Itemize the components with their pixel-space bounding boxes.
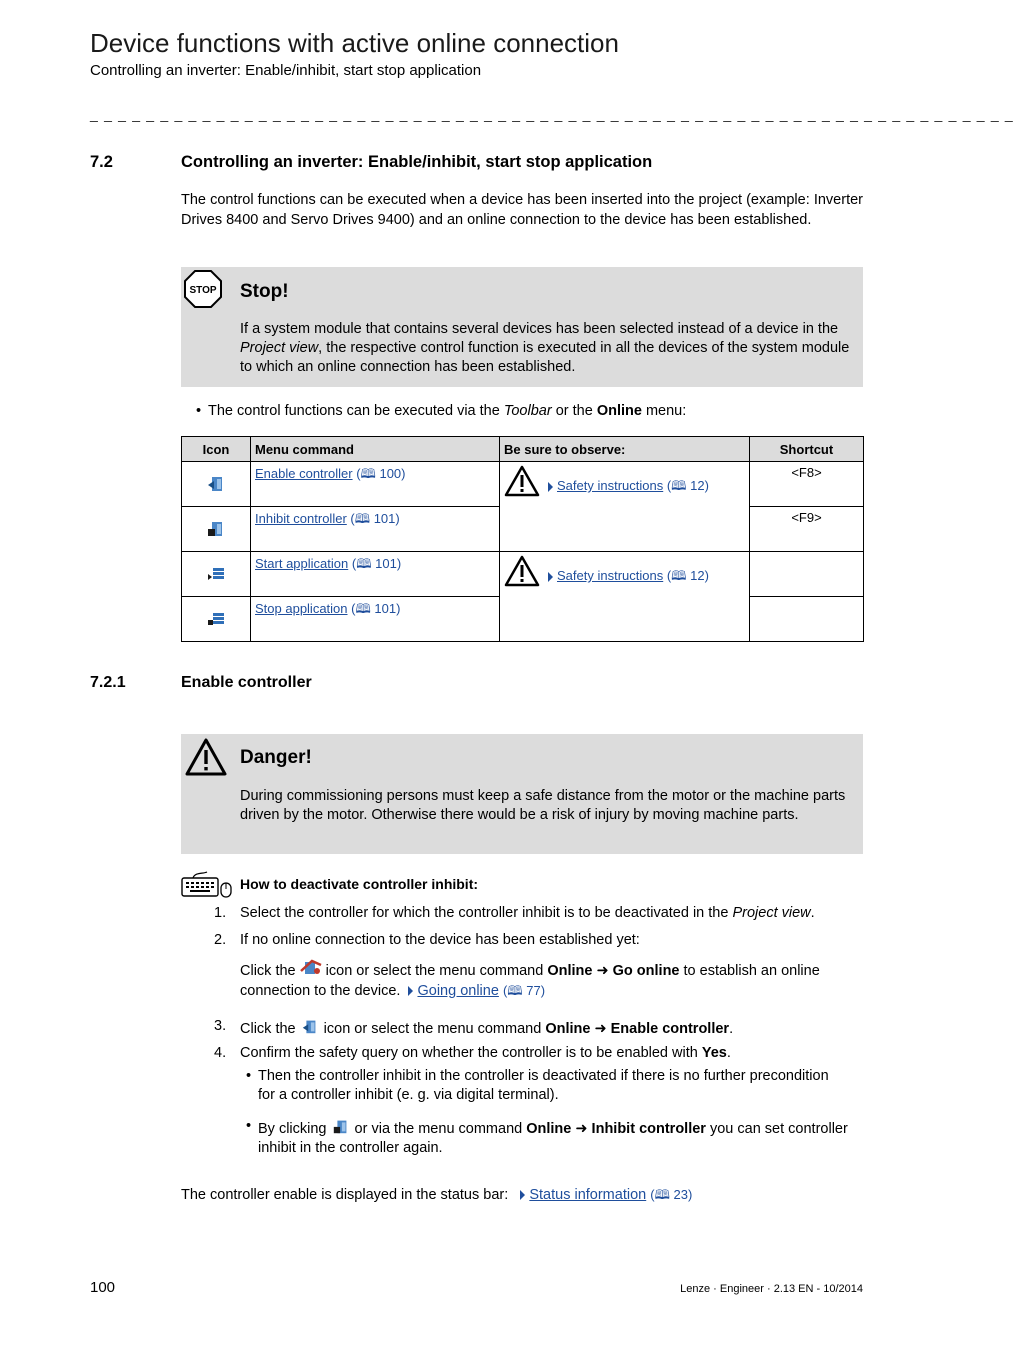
section-number: 7.2 [90, 153, 113, 171]
text: Click the [240, 963, 300, 979]
header-divider: _ _ _ _ _ _ _ _ _ _ _ _ _ _ _ _ _ _ _ _ _ _ _ _ _ _ _ _ _ _ _ _ _ _ _ _ _ _ _ _ _ _ _ _ _ _ _ _ _ _ _ _ _ _ _ _ _ _ _ _ _ _ _ _ _ _ [90, 106, 1014, 122]
command-cell [251, 597, 500, 642]
step-number: 1. [214, 905, 227, 921]
shortcut-cell: <F9> [750, 507, 864, 552]
page-ref[interactable]: (🕮 23) [650, 1187, 693, 1202]
table-row [182, 552, 864, 597]
page-ref[interactable]: (🕮 12) [666, 478, 709, 493]
step-4 [240, 1044, 865, 1063]
menu-path: Online ➜ Enable controller [545, 1021, 730, 1037]
stop-application-link[interactable]: Stop application [255, 601, 348, 616]
text: The controller enable is displayed in the status bar: [181, 1187, 509, 1203]
shortcut-cell [750, 552, 864, 597]
observe-cell [500, 552, 750, 642]
icon-cell [182, 552, 251, 597]
enable-controller-icon[interactable] [206, 473, 226, 493]
text: you can set controller inhibit in the controller again. [258, 1121, 848, 1156]
menu-path: Online ➜ Inhibit controller [526, 1121, 706, 1137]
inhibit-controller-icon[interactable] [206, 518, 226, 538]
text: Select the controller for which the controller inhibit is to be deactivated in the [240, 905, 733, 921]
page-subtitle: Controlling an inverter: Enable/inhibit, start stop application [90, 62, 482, 79]
stop-text-part: , the respective control function is executed in all the devices of the system module to which an online connection has been established. [240, 340, 850, 375]
text: . [729, 1021, 734, 1037]
danger-text: During commissioning persons must keep a safe distance from the motor or the machine parts driven by the motor. Otherwise there would be a risk of injury by moving machine parts. [240, 788, 846, 823]
step-number: 2. [214, 932, 227, 948]
danger-heading: Danger! [240, 747, 312, 768]
page-number: 12 [690, 478, 705, 493]
text: The control functions can be executed via the [208, 403, 504, 419]
observe-link-line [548, 567, 709, 589]
table-row [182, 462, 864, 507]
arrow-icon [408, 986, 413, 996]
page-number: 12 [690, 568, 705, 583]
text: icon or select the menu command [323, 1021, 546, 1037]
page-ref[interactable]: (🕮 77) [502, 983, 546, 998]
table-header-row [182, 437, 864, 462]
text: menu: [641, 403, 687, 419]
safety-instructions-link[interactable]: Safety instructions [557, 568, 664, 583]
col-shortcut: Shortcut [750, 437, 864, 462]
section-intro: The control functions can be executed when a device has been inserted into the project (example: Inverter Drives 8400 and Servo Drives 9400) and an online connection to the device has been established. [181, 192, 863, 228]
footer-info: Lenze · Engineer · 2.13 EN - 10/2014 [680, 1283, 863, 1295]
text: Click the [240, 1021, 300, 1037]
safety-instructions-link[interactable]: Safety instructions [557, 478, 664, 493]
observe-cell [500, 462, 750, 552]
command-cell [251, 507, 500, 552]
col-menu-command: Menu command [251, 437, 500, 462]
page-number: 77 [526, 983, 541, 998]
page-ref[interactable]: (🕮 101) [351, 601, 401, 616]
page-number: 101 [374, 601, 397, 616]
enable-controller-icon[interactable] [300, 1017, 320, 1035]
sub-bullet-1: Then the controller inhibit in the controller is deactivated if there is no further precondition for a controller inhibit (e. g. via digital terminal). [258, 1068, 829, 1103]
stop-text [240, 320, 850, 377]
step-number: 3. [214, 1018, 227, 1034]
danger-warning-icon [185, 738, 227, 776]
arrow-icon [548, 572, 553, 582]
go-online-icon[interactable] [300, 959, 322, 977]
icon-cell [182, 507, 251, 552]
command-cell [251, 462, 500, 507]
page-ref[interactable]: (🕮 101) [350, 511, 400, 526]
page-number: 100 [90, 1279, 116, 1296]
toolbar-term: Toolbar [503, 403, 552, 419]
col-icon: Icon [182, 437, 251, 462]
inhibit-controller-icon[interactable] [331, 1117, 351, 1135]
inhibit-controller-link[interactable]: Inhibit controller [255, 511, 347, 526]
shortcut-cell [750, 597, 864, 642]
keyboard-mouse-icon [181, 870, 233, 900]
text: to establish an online connection to the device. [240, 963, 820, 999]
status-line [181, 1186, 692, 1208]
page-number: 101 [373, 511, 396, 526]
page-title: Device functions with active online connection [90, 28, 619, 58]
menu-bullet: • [196, 403, 202, 419]
stop-sign-text: STOP [189, 285, 217, 296]
text: or via the menu command [350, 1121, 527, 1137]
page-ref[interactable]: (🕮 12) [666, 568, 709, 583]
section-title: Controlling an inverter: Enable/inhibit, start stop application [181, 153, 653, 171]
text: icon or select the menu command [321, 963, 548, 979]
arrow-icon [548, 482, 553, 492]
col-observe: Be sure to observe: [500, 437, 750, 462]
status-information-link[interactable]: Status information [529, 1187, 647, 1203]
page-number: 100 [379, 466, 402, 481]
step-2: If no online connection to the device has been established yet: [240, 932, 640, 948]
step-number: 4. [214, 1045, 227, 1061]
sub-bullet-2 [258, 1117, 848, 1158]
sub-bullet: • [246, 1118, 252, 1134]
going-online-link[interactable]: Going online [417, 983, 499, 999]
observe-link-line [548, 477, 709, 499]
text: or the [551, 403, 597, 419]
icon-cell [182, 462, 251, 507]
sub-bullet: • [246, 1068, 252, 1084]
command-table [181, 436, 864, 642]
online-term: Online [596, 403, 642, 419]
step-3 [240, 1017, 865, 1039]
warning-icon [504, 555, 540, 587]
page-number: 23 [673, 1187, 688, 1202]
stop-application-icon[interactable] [206, 608, 226, 628]
yes-term: Yes [701, 1045, 727, 1061]
text: . [810, 905, 815, 921]
command-cell [251, 552, 500, 597]
project-view-term: Project view [732, 905, 811, 921]
text: . [726, 1045, 731, 1061]
danger-box [181, 734, 863, 854]
stop-heading: Stop! [240, 281, 289, 302]
text: Confirm the safety query on whether the controller is to be enabled with [240, 1045, 702, 1061]
stop-box [181, 267, 863, 387]
page-ref[interactable]: (🕮 100) [356, 466, 406, 481]
step-1 [240, 904, 865, 923]
stop-sign-icon [184, 270, 222, 308]
icon-cell [182, 597, 251, 642]
stop-text-italic: Project view [240, 340, 319, 356]
shortcut-cell: <F8> [750, 462, 864, 507]
subsection-title: Enable controller [181, 674, 312, 691]
arrow-icon [520, 1190, 525, 1200]
start-application-icon[interactable] [206, 563, 226, 583]
menu-path: Online ➜ Go online [547, 963, 680, 979]
start-application-link[interactable]: Start application [255, 556, 349, 571]
menu-bullet-text [208, 403, 686, 419]
stop-text-part: If a system module that contains several devices has been selected instead of a device in the [240, 321, 839, 337]
page-ref[interactable]: (🕮 101) [351, 556, 402, 571]
enable-controller-link[interactable]: Enable controller [255, 466, 353, 481]
text: By clicking [258, 1121, 331, 1137]
subsection-number: 7.2.1 [90, 674, 126, 691]
page-number: 101 [375, 556, 397, 571]
howto-heading: How to deactivate controller inhibit: [240, 876, 479, 892]
step-2-detail [240, 959, 865, 1001]
warning-icon [504, 465, 540, 497]
